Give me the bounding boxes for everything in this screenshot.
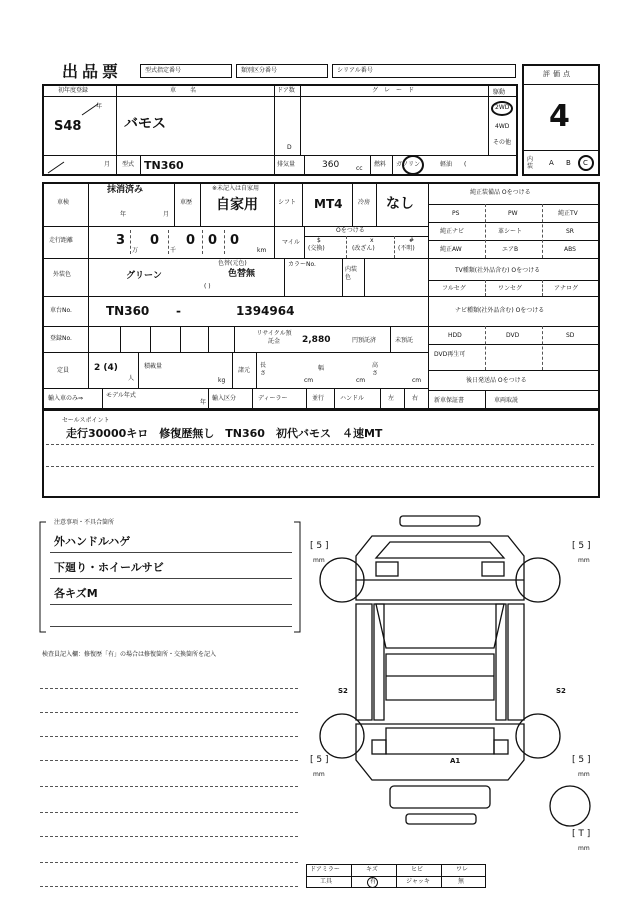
import-parallel[interactable]: 並行 xyxy=(312,395,325,402)
drive-other[interactable]: その他 xyxy=(493,139,512,146)
handle-right[interactable]: 右 xyxy=(412,395,419,402)
std-equipment-title: 純正装備品 Oをつける xyxy=(470,189,531,196)
later-warranty[interactable]: 新車保証書 xyxy=(434,397,465,404)
inspector-label: 検査員記入欄：修復歴「有」の場合は修復箇所・交換箇所を記入 xyxy=(42,651,217,658)
navi-title: ナビ種類(社外品含む) Oをつける xyxy=(455,307,545,314)
shift-value: MT4 xyxy=(314,197,343,211)
tv-analog[interactable]: アナログ xyxy=(554,285,579,292)
equip-tv[interactable]: 純正TV xyxy=(558,210,578,217)
displacement-value: 360 xyxy=(322,160,340,170)
car-name-value: バモス xyxy=(124,116,166,132)
displacement-label: 排気量 xyxy=(277,161,296,168)
recolor-value: 色替無 xyxy=(228,269,256,279)
evaluation-label: 評価点 xyxy=(543,70,573,78)
recycle-unpaid[interactable]: 未預託 xyxy=(395,337,414,344)
meter-label: マイル xyxy=(282,239,300,246)
capacity-value: 2 (4) xyxy=(94,363,118,373)
drive-4wd[interactable]: 4WD xyxy=(495,123,510,130)
evaluation-score: 4 xyxy=(549,99,570,134)
equip-pw[interactable]: PW xyxy=(508,210,518,217)
equip-navi[interactable]: 純正ナビ xyxy=(440,228,465,235)
category-field[interactable]: 類別区分番号 xyxy=(236,64,328,78)
navi-dvd-play[interactable]: DVD再生可 xyxy=(434,351,466,358)
color-value: グリーン xyxy=(126,271,162,281)
tv-fullseg[interactable]: フルセグ xyxy=(442,285,466,292)
notes-label: 注意事項・不具合箇所 xyxy=(54,519,115,526)
mileage-digit-3: 0 xyxy=(186,233,196,248)
model-label: 型式 xyxy=(122,161,135,168)
mark-a1: A1 xyxy=(450,757,461,765)
recolor-label: 色替(元色) xyxy=(218,260,247,267)
model-value: TN360 xyxy=(144,159,184,172)
navi-sd[interactable]: SD xyxy=(566,332,575,339)
door-label: ドア数 xyxy=(277,87,295,94)
mark-s2-left: S2 xyxy=(338,687,348,695)
later-title: 後日発送品 Oをつける xyxy=(466,377,527,384)
interior-label: 内装 xyxy=(527,156,534,170)
dimension-label: 諸元 xyxy=(238,367,251,374)
meter-tampered[interactable]: (改ざん) xyxy=(352,245,375,252)
interior-b[interactable]: B xyxy=(566,159,571,167)
interior-c[interactable]: C xyxy=(583,159,588,167)
recycle-value: 2,880 xyxy=(302,335,331,345)
meter-exchanged[interactable]: (交換) xyxy=(308,245,325,252)
meter-unknown[interactable]: (不明) xyxy=(398,245,415,252)
mileage-digit-5: 0 xyxy=(230,233,240,248)
history-note: ※未記入は自家用 xyxy=(212,185,260,192)
handle-left[interactable]: 左 xyxy=(388,395,395,402)
equip-aw[interactable]: 純正AW xyxy=(440,246,462,253)
footer-has[interactable]: 有 xyxy=(370,878,377,885)
first-reg-label: 初年度登録 xyxy=(58,87,89,94)
sales-label: セールスポイント xyxy=(62,417,110,424)
mileage-digit-2: 0 xyxy=(150,233,160,248)
shift-label: シフト xyxy=(278,199,297,206)
chassis-number: 1394964 xyxy=(236,304,295,318)
interior-color-label: 内装色 xyxy=(345,266,358,281)
interior-a[interactable]: A xyxy=(549,159,554,167)
load-label: 積載量 xyxy=(144,363,163,370)
footer-mirror: ドアミラー xyxy=(310,866,340,873)
drive-2wd[interactable]: 2WD xyxy=(495,104,510,111)
import-type-label: 輸入区分 xyxy=(212,395,237,402)
chassis-label: 車台No. xyxy=(50,307,72,314)
import-label: 輸入車のみ⇒ xyxy=(48,395,84,402)
form-title: 出品票 xyxy=(62,62,123,81)
note-item-3: 各キズM xyxy=(54,587,98,600)
serial-field[interactable]: シリアル番号 xyxy=(332,64,516,78)
tire-fl-size: [ 5 ] xyxy=(310,541,329,551)
navi-hdd[interactable]: HDD xyxy=(448,332,462,339)
fuel-diesel[interactable]: 軽油 xyxy=(440,161,453,168)
import-dealer[interactable]: ディーラー xyxy=(258,395,288,402)
grade-label: グレード xyxy=(372,87,421,94)
capacity-label: 定員 xyxy=(57,367,70,374)
mark-s2-right: S2 xyxy=(556,687,566,695)
meter-mark-text: Oをつける xyxy=(336,227,365,234)
fuel-label: 燃料 xyxy=(374,161,387,168)
sales-text: 走行30000キロ 修復歴無し TN360 初代バモス ４速MT xyxy=(66,427,383,440)
equip-airbag[interactable]: エアB xyxy=(502,246,519,253)
tire-rl-size: [ 5 ] xyxy=(310,755,329,765)
later-manual[interactable]: 車両取説 xyxy=(494,397,519,404)
first-reg-value: S48 xyxy=(54,119,82,134)
model-year-label: モデル年式 xyxy=(106,392,136,399)
inspection-status: 抹消済み xyxy=(107,185,144,195)
mileage-label: 走行距離 xyxy=(49,237,74,244)
equip-leather[interactable]: 革シート xyxy=(498,228,523,235)
history-label: 車歴 xyxy=(180,199,193,206)
plate-label: 登録No. xyxy=(50,335,72,342)
handle-label: ハンドル xyxy=(340,395,365,402)
drive-label: 駆動 xyxy=(493,89,506,96)
tire-rr-size: [ 5 ] xyxy=(572,755,591,765)
history-value: 自家用 xyxy=(216,197,258,213)
inspection-label: 車検 xyxy=(57,199,70,206)
type-approval-field[interactable]: 型式指定番号 xyxy=(140,64,232,78)
footer-tools: 工具 xyxy=(320,878,333,885)
footer-break: ワレ xyxy=(456,866,469,873)
footer-crack: ヒビ xyxy=(411,866,424,873)
equip-sr[interactable]: SR xyxy=(566,228,574,235)
ac-value: なし xyxy=(386,196,414,212)
navi-dvd[interactable]: DVD xyxy=(506,332,520,339)
note-item-1: 外ハンドルハゲ xyxy=(54,535,131,548)
note-item-2: 下廻り・ホイールサビ xyxy=(54,561,164,574)
footer-scratch: キズ xyxy=(366,866,378,873)
ac-label: 冷房 xyxy=(358,199,371,206)
equip-abs[interactable]: ABS xyxy=(564,246,576,253)
color-label: 外装色 xyxy=(53,271,72,278)
fuel-gasoline[interactable]: ガソリン xyxy=(396,161,421,168)
car-name-label: 車名 xyxy=(170,87,211,94)
tv-title: TV種類(社外品含む) Oをつける xyxy=(455,267,541,274)
mileage-digit-1: 3 xyxy=(116,233,126,248)
tv-oneseg[interactable]: ワンセグ xyxy=(498,285,523,292)
tire-spare-size: [ T ] xyxy=(572,829,591,839)
chassis-prefix: TN360 xyxy=(106,304,150,318)
recycle-label: リサイクル預託金 xyxy=(256,330,292,345)
tire-fr-size: [ 5 ] xyxy=(572,541,591,551)
door-value: D xyxy=(287,144,292,151)
footer-none[interactable]: 無 xyxy=(458,878,465,885)
footer-jack: ジャッキ xyxy=(406,878,430,885)
color-no-label: カラーNo. xyxy=(288,261,316,268)
mileage-digit-4: 0 xyxy=(208,233,218,248)
equip-ps[interactable]: PS xyxy=(452,210,460,217)
